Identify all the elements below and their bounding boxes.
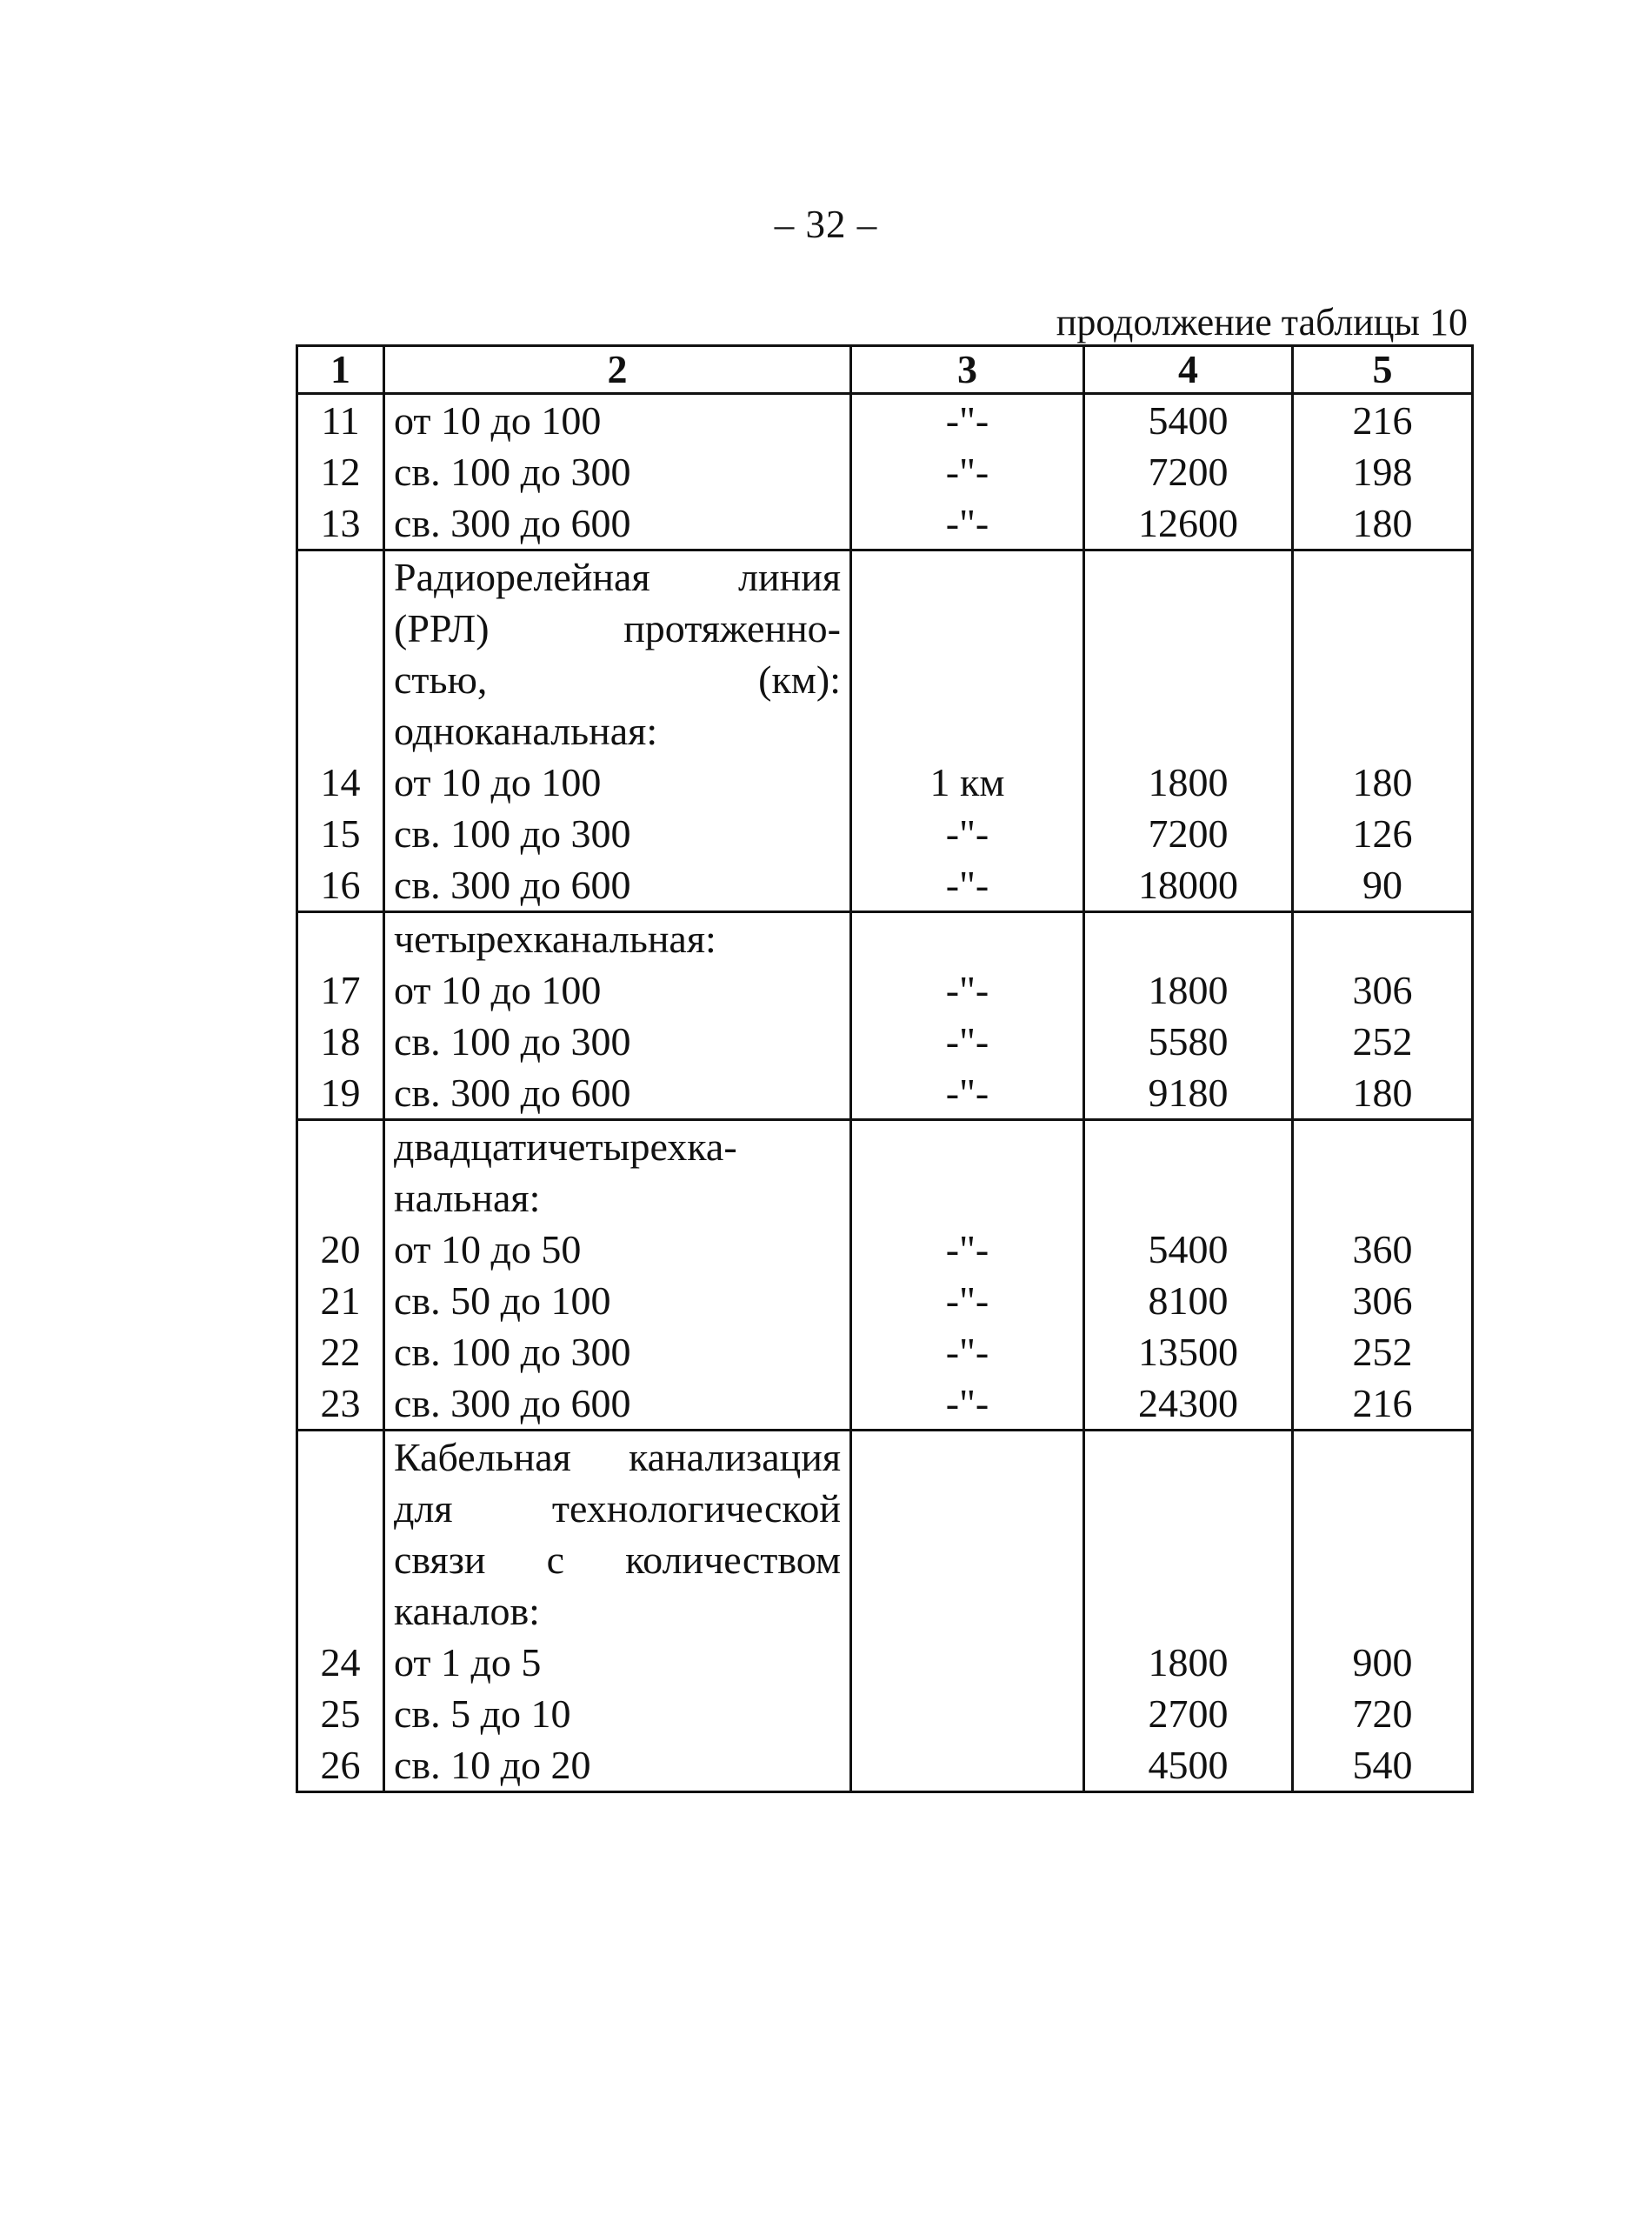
table-group	[297, 394, 1473, 550]
value-col-5-cell: 360	[1293, 1224, 1473, 1275]
value-col-4-cell: 1800	[1084, 1637, 1293, 1688]
value-col-4-cell: 24300	[1084, 1377, 1293, 1431]
row-number-cell: 18	[297, 1016, 384, 1067]
value-col-5-cell	[1293, 603, 1473, 654]
row-number-cell	[297, 1431, 384, 1484]
table-row	[297, 757, 1473, 808]
group-heading-row	[297, 705, 1473, 757]
value-col-5-cell	[1293, 912, 1473, 965]
group-heading-text: (РРЛ) протяженно-	[384, 603, 851, 654]
unit-cell: -"-	[851, 808, 1084, 859]
value-col-4-cell: 4500	[1084, 1739, 1293, 1792]
row-name-cell: от 1 до 5	[384, 1637, 851, 1688]
group-heading-text: Радиорелейная линия	[384, 550, 851, 604]
row-name-cell: св. 100 до 300	[384, 808, 851, 859]
value-col-4-cell	[1084, 1534, 1293, 1585]
value-col-4-cell: 5400	[1084, 1224, 1293, 1275]
group-heading-text: для технологической	[384, 1483, 851, 1534]
row-name-cell: св. 100 до 300	[384, 446, 851, 497]
value-col-4-cell	[1084, 1585, 1293, 1637]
table-row	[297, 497, 1473, 550]
value-col-4-cell: 5580	[1084, 1016, 1293, 1067]
unit-cell	[851, 603, 1084, 654]
row-number-cell: 21	[297, 1275, 384, 1326]
row-number-cell	[297, 1483, 384, 1534]
unit-cell	[851, 550, 1084, 604]
header-col-5: 5	[1293, 346, 1473, 394]
value-col-5-cell	[1293, 1534, 1473, 1585]
row-number-cell: 11	[297, 394, 384, 447]
unit-cell	[851, 654, 1084, 705]
value-col-5-cell	[1293, 1431, 1473, 1484]
unit-cell: 1 км	[851, 757, 1084, 808]
table-row	[297, 1739, 1473, 1792]
header-col-1: 1	[297, 346, 384, 394]
group-heading-row	[297, 1120, 1473, 1173]
header-col-3: 3	[851, 346, 1084, 394]
unit-cell: -"-	[851, 1224, 1084, 1275]
value-col-4-cell	[1084, 603, 1293, 654]
table-row	[297, 859, 1473, 912]
row-name-cell: св. 100 до 300	[384, 1016, 851, 1067]
group-heading-text: стью, (км):	[384, 654, 851, 705]
unit-cell	[851, 1172, 1084, 1224]
row-name-cell: св. 300 до 600	[384, 1377, 851, 1431]
row-name-cell: св. 50 до 100	[384, 1275, 851, 1326]
value-col-5-cell	[1293, 1483, 1473, 1534]
unit-cell	[851, 1431, 1084, 1484]
value-col-5-cell: 252	[1293, 1016, 1473, 1067]
row-number-cell: 26	[297, 1739, 384, 1792]
row-name-cell: св. 100 до 300	[384, 1326, 851, 1377]
row-name-cell: от 10 до 100	[384, 394, 851, 447]
unit-cell: -"-	[851, 497, 1084, 550]
group-heading-row	[297, 550, 1473, 604]
header-row	[297, 346, 1473, 394]
row-number-cell: 13	[297, 497, 384, 550]
value-col-4-cell: 8100	[1084, 1275, 1293, 1326]
value-col-4-cell	[1084, 654, 1293, 705]
unit-cell: -"-	[851, 1275, 1084, 1326]
value-col-4-cell	[1084, 912, 1293, 965]
row-number-cell: 25	[297, 1688, 384, 1739]
group-heading-text: каналов:	[384, 1585, 851, 1637]
value-col-5-cell: 720	[1293, 1688, 1473, 1739]
group-heading-text: двадцатичетырехка-	[384, 1120, 851, 1173]
row-number-cell: 19	[297, 1067, 384, 1120]
table-caption: продолжение таблицы 10	[1056, 301, 1468, 344]
row-name-cell: от 10 до 50	[384, 1224, 851, 1275]
group-heading-row	[297, 1534, 1473, 1585]
value-col-5-cell: 198	[1293, 446, 1473, 497]
group-heading-text: Кабельная канализация	[384, 1431, 851, 1484]
row-name-cell: от 10 до 100	[384, 964, 851, 1016]
row-number-cell	[297, 654, 384, 705]
data-table	[296, 344, 1474, 1793]
table-row	[297, 808, 1473, 859]
value-col-4-cell	[1084, 705, 1293, 757]
value-col-5-cell: 90	[1293, 859, 1473, 912]
value-col-5-cell	[1293, 705, 1473, 757]
row-number-cell	[297, 912, 384, 965]
value-col-4-cell: 7200	[1084, 808, 1293, 859]
row-number-cell	[297, 603, 384, 654]
table-row	[297, 1067, 1473, 1120]
unit-cell	[851, 912, 1084, 965]
unit-cell	[851, 1739, 1084, 1792]
row-name-cell: св. 300 до 600	[384, 497, 851, 550]
unit-cell: -"-	[851, 1377, 1084, 1431]
unit-cell	[851, 1585, 1084, 1637]
value-col-4-cell	[1084, 1431, 1293, 1484]
value-col-5-cell: 216	[1293, 394, 1473, 447]
value-col-5-cell: 900	[1293, 1637, 1473, 1688]
group-heading-text: четырехканальная:	[384, 912, 851, 965]
value-col-4-cell: 18000	[1084, 859, 1293, 912]
table-row	[297, 446, 1473, 497]
group-heading-row	[297, 1172, 1473, 1224]
row-number-cell: 23	[297, 1377, 384, 1431]
table-row	[297, 1637, 1473, 1688]
row-number-cell	[297, 1534, 384, 1585]
row-number-cell: 22	[297, 1326, 384, 1377]
group-heading-row	[297, 1431, 1473, 1484]
group-heading-row	[297, 912, 1473, 965]
value-col-4-cell	[1084, 550, 1293, 604]
unit-cell: -"-	[851, 859, 1084, 912]
group-heading-text: связи с количеством	[384, 1534, 851, 1585]
row-number-cell: 14	[297, 757, 384, 808]
unit-cell: -"-	[851, 1326, 1084, 1377]
value-col-5-cell: 252	[1293, 1326, 1473, 1377]
unit-cell	[851, 1120, 1084, 1173]
value-col-5-cell: 180	[1293, 1067, 1473, 1120]
row-number-cell: 17	[297, 964, 384, 1016]
row-name-cell: св. 10 до 20	[384, 1739, 851, 1792]
row-number-cell: 20	[297, 1224, 384, 1275]
row-number-cell: 24	[297, 1637, 384, 1688]
value-col-5-cell: 180	[1293, 757, 1473, 808]
group-heading-row	[297, 654, 1473, 705]
table-row	[297, 394, 1473, 447]
value-col-5-cell	[1293, 550, 1473, 604]
table-group	[297, 1431, 1473, 1792]
row-number-cell: 15	[297, 808, 384, 859]
unit-cell: -"-	[851, 1067, 1084, 1120]
value-col-4-cell	[1084, 1483, 1293, 1534]
unit-cell	[851, 1534, 1084, 1585]
row-number-cell	[297, 550, 384, 604]
header-col-2: 2	[384, 346, 851, 394]
table-group	[297, 550, 1473, 912]
unit-cell	[851, 1688, 1084, 1739]
value-col-4-cell: 2700	[1084, 1688, 1293, 1739]
table-row	[297, 1326, 1473, 1377]
page-number: – 32 –	[774, 203, 878, 246]
group-heading-text: одноканальная:	[384, 705, 851, 757]
value-col-5-cell	[1293, 1120, 1473, 1173]
header-col-4: 4	[1084, 346, 1293, 394]
value-col-5-cell: 126	[1293, 808, 1473, 859]
group-heading-text: нальная:	[384, 1172, 851, 1224]
table-header	[297, 346, 1473, 394]
table-group	[297, 1120, 1473, 1431]
unit-cell: -"-	[851, 1016, 1084, 1067]
value-col-4-cell: 12600	[1084, 497, 1293, 550]
unit-cell	[851, 705, 1084, 757]
group-heading-row	[297, 1483, 1473, 1534]
value-col-4-cell: 13500	[1084, 1326, 1293, 1377]
value-col-4-cell: 1800	[1084, 964, 1293, 1016]
group-heading-row	[297, 603, 1473, 654]
group-heading-row	[297, 1585, 1473, 1637]
unit-cell	[851, 1483, 1084, 1534]
row-number-cell: 12	[297, 446, 384, 497]
table-row	[297, 1688, 1473, 1739]
table-row	[297, 964, 1473, 1016]
row-number-cell	[297, 1585, 384, 1637]
row-name-cell: св. 300 до 600	[384, 1067, 851, 1120]
table-row	[297, 1377, 1473, 1431]
value-col-4-cell: 1800	[1084, 757, 1293, 808]
table-row	[297, 1016, 1473, 1067]
row-number-cell: 16	[297, 859, 384, 912]
value-col-4-cell	[1084, 1172, 1293, 1224]
row-number-cell	[297, 705, 384, 757]
value-col-5-cell	[1293, 1172, 1473, 1224]
value-col-4-cell: 7200	[1084, 446, 1293, 497]
unit-cell	[851, 1637, 1084, 1688]
value-col-5-cell: 306	[1293, 964, 1473, 1016]
value-col-4-cell: 5400	[1084, 394, 1293, 447]
value-col-5-cell: 306	[1293, 1275, 1473, 1326]
value-col-5-cell: 540	[1293, 1739, 1473, 1792]
row-number-cell	[297, 1172, 384, 1224]
value-col-5-cell	[1293, 654, 1473, 705]
table-row	[297, 1275, 1473, 1326]
unit-cell: -"-	[851, 446, 1084, 497]
value-col-4-cell	[1084, 1120, 1293, 1173]
value-col-4-cell: 9180	[1084, 1067, 1293, 1120]
table-row	[297, 1224, 1473, 1275]
value-col-5-cell: 180	[1293, 497, 1473, 550]
row-name-cell: от 10 до 100	[384, 757, 851, 808]
table-group	[297, 912, 1473, 1120]
value-col-5-cell: 216	[1293, 1377, 1473, 1431]
value-col-5-cell	[1293, 1585, 1473, 1637]
row-number-cell	[297, 1120, 384, 1173]
unit-cell: -"-	[851, 394, 1084, 447]
unit-cell: -"-	[851, 964, 1084, 1016]
row-name-cell: св. 300 до 600	[384, 859, 851, 912]
row-name-cell: св. 5 до 10	[384, 1688, 851, 1739]
